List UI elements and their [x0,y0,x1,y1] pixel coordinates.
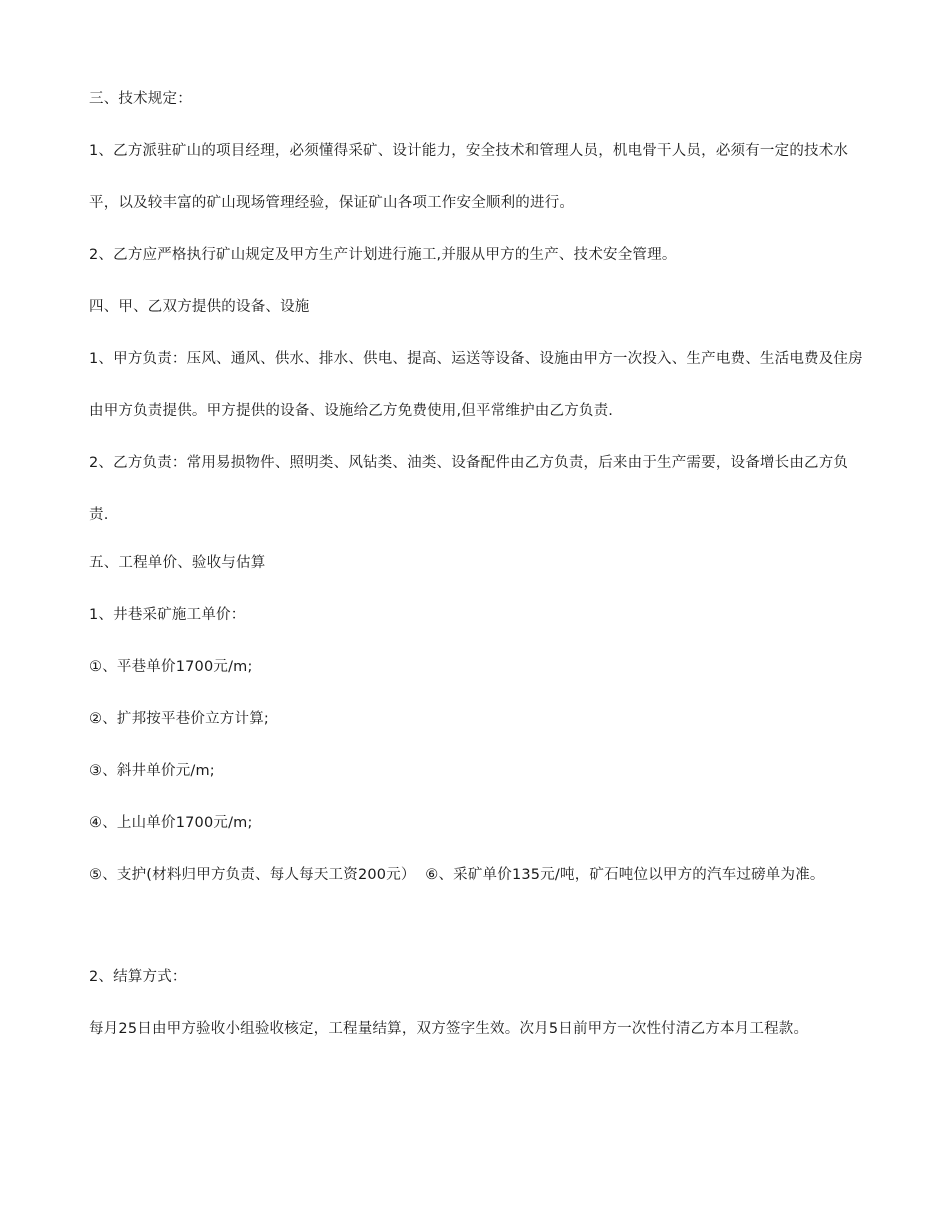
list-item-incline-price: ③、斜井单价元/m; [89,763,215,779]
paragraph-party-b-responsibility: 2、乙方负责：常用易损物件、照明类、风钻类、油类、设备配件由乙方负责，后来由于生产需要，设备增长由乙方负责. [89,455,849,523]
list-item-raise-price: ④、上山单价1700元/m; [89,815,253,831]
paragraph-party-a-responsibility: 1、甲方负责：压风、通风、供水、排水、供电、提高、运送等设备、设施由甲方一次投入、生产电费、生活电费及住房由甲方负责提供。甲方提供的设备、设施给乙方免费使用,但平常维护由乙方负责. [89,351,863,419]
list-item-support-and-mining-price: ⑤、支护(材料归甲方负责、每人每天工资200元） ⑥、采矿单价135元/吨，矿石吨位以甲方的汽车过磅单为准。 [89,867,825,883]
paragraph-project-manager-requirements: 1、乙方派驻矿山的项目经理，必须懂得采矿、设计能力，安全技术和管理人员，机电骨干人员，必须有一定的技术水平，以及较丰富的矿山现场管理经验，保证矿山各项工作安全顺利的进行。 [89,143,849,211]
paragraph-settlement-method: 2、结算方式： [89,969,187,985]
paragraph-follow-mine-rules: 2、乙方应严格执行矿山规定及甲方生产计划进行施工,并服从甲方的生产、技术安全管理。 [89,247,677,263]
section-heading-technical-rules: 三、技术规定： [89,91,192,107]
list-item-drift-price: ①、平巷单价1700元/m; [89,659,253,675]
section-heading-unit-price: 五、工程单价、验收与估算 [89,555,266,571]
paragraph-settlement-details: 每月25日由甲方验收小组验收核定，工程量结算，双方签字生效。次月5日前甲方一次性付清乙方本月工程款。 [89,1021,809,1037]
list-item-expansion-price: ②、扩邦按平巷价立方计算; [89,711,269,727]
section-heading-equipment: 四、甲、乙双方提供的设备、设施 [89,299,310,315]
paragraph-construction-unit-price: 1、井巷采矿施工单价： [89,607,246,623]
